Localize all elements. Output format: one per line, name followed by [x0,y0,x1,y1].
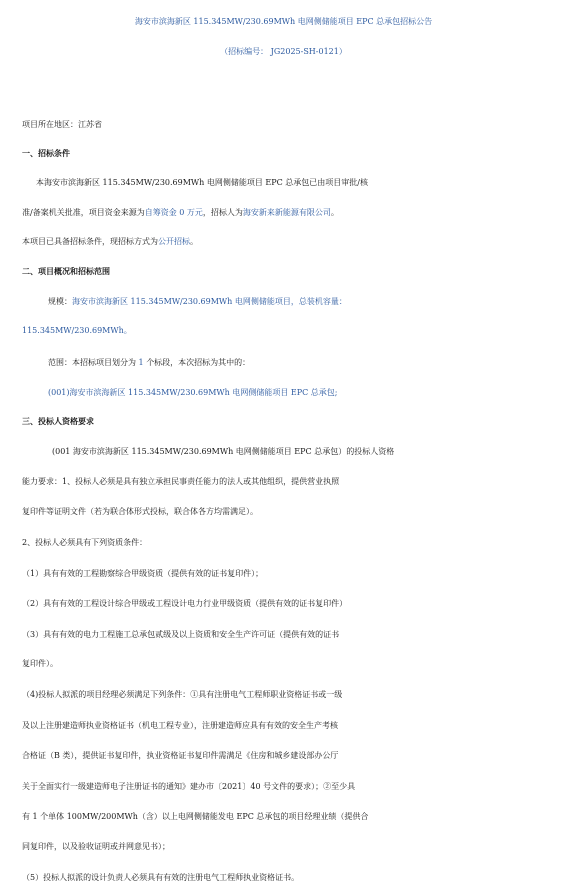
qualification-line: 2、投标人必须具有下列资质条件： [22,538,148,547]
qualification-line: 及以上注册建造师执业资格证书（机电工程专业），注册建造师应具有有效的安全生产考核 [22,721,338,730]
conditions-paragraph-line-3 [22,234,567,250]
qualification-line: （2）具有有效的工程设计综合甲级或工程设计电力行业甲级资质（提供有效的证书复印件） [22,599,348,608]
qualification-line: 复印件等证明文件（若为联合体形式投标，联合体各方均需满足）。 [22,507,258,516]
tender-code: （招标编号： JG2025-SH-0121） [220,47,347,56]
scale-label: 规模： [48,297,72,306]
text-run: 范围：本招标项目划分为 [48,358,136,367]
funding-source: 自筹资金 0 万元 [144,208,203,217]
conditions-paragraph-line-1: 本海安市滨海新区 115.345MW/230.69MWh 电网侧储能项目 EPC 总承包已由项目审批/核 [36,178,368,187]
text-run: 。 [330,208,339,217]
section-heading-qualifications: 三、投标人资格要求 [22,417,94,426]
scale-line [48,294,567,310]
scale-value-continued: 115.345MW/230.69MWh。 [22,326,132,335]
qualification-line: 复印件）。 [22,659,58,668]
text-run: ，招标人为 [202,208,243,217]
section-heading-overview: 二、项目概况和招标范围 [22,267,110,276]
text-run: 个标段，本次招标为其中的： [146,358,251,367]
text-run: 本项目已具备招标条件，现招标方式为 [22,237,158,246]
qualification-line: （5）投标人拟派的设计负责人必须具有有效的注册电气工程师执业资格证书。 [22,873,300,882]
text-run: 。 [190,237,198,246]
conditions-paragraph-line-2 [22,205,567,221]
section-heading-conditions: 一、招标条件 [22,149,70,158]
qualification-line: （3）具有有效的电力工程施工总承包贰级及以上资质和安全生产许可证（提供有效的证书 [22,630,340,639]
range-line [48,355,567,371]
qualification-line: （1）具有有效的工程勘察综合甲级资质（提供有效的证书复印件）； [22,569,264,578]
qualification-line: 有 1 个单体 100MW/200MWh（含）以上电网侧储能发电 EPC 总承包的项目经理业绩（提供合 [22,812,369,821]
lot-count: 1 [138,358,144,367]
qualification-line: 同复印件，以及验收证明或并网意见书）； [22,842,170,851]
qualification-line: 关于全面实行一级建造师电子注册证书的通知》建办市〔2021〕40 号文件的要求）；②至少具 [22,782,356,791]
qualification-line: 能力要求：1、投标人必须是具有独立承担民事责任能力的法人或其他组织，提供营业执照 [22,477,340,486]
notice-title: 海安市滨海新区 115.345MW/230.69MWh 电网侧储能项目 EPC 总承包招标公告 [134,17,433,26]
qualification-line: （4)投标人拟派的项目经理必须满足下列条件：①具有注册电气工程师职业资格证书或一级 [22,690,343,699]
lot-item: (001)海安市滨海新区 115.345MW/230.69MWh 电网侧储能项目 EPC 总承包; [48,388,338,397]
tender-method: 公开招标 [158,237,190,246]
qualification-line: (001 海安市滨海新区 115.345MW/230.69MWh 电网侧储能项目 EPC 总承包）的投标人资格 [52,447,395,456]
tenderer-name: 海安新来新能源有限公司 [242,208,331,217]
project-region: 项目所在地区：江苏省 [22,120,102,129]
qualification-line: 合格证（B 类），提供证书复印件，执业资格证书复印件需满足《住房和城乡建设部办公厅 [22,751,339,760]
scale-value: 海安市滨海新区 115.345MW/230.69MWh 电网侧储能项目，总装机容量： [72,297,347,306]
text-run: 准/备案机关批准，项目资金来源为 [22,208,145,217]
